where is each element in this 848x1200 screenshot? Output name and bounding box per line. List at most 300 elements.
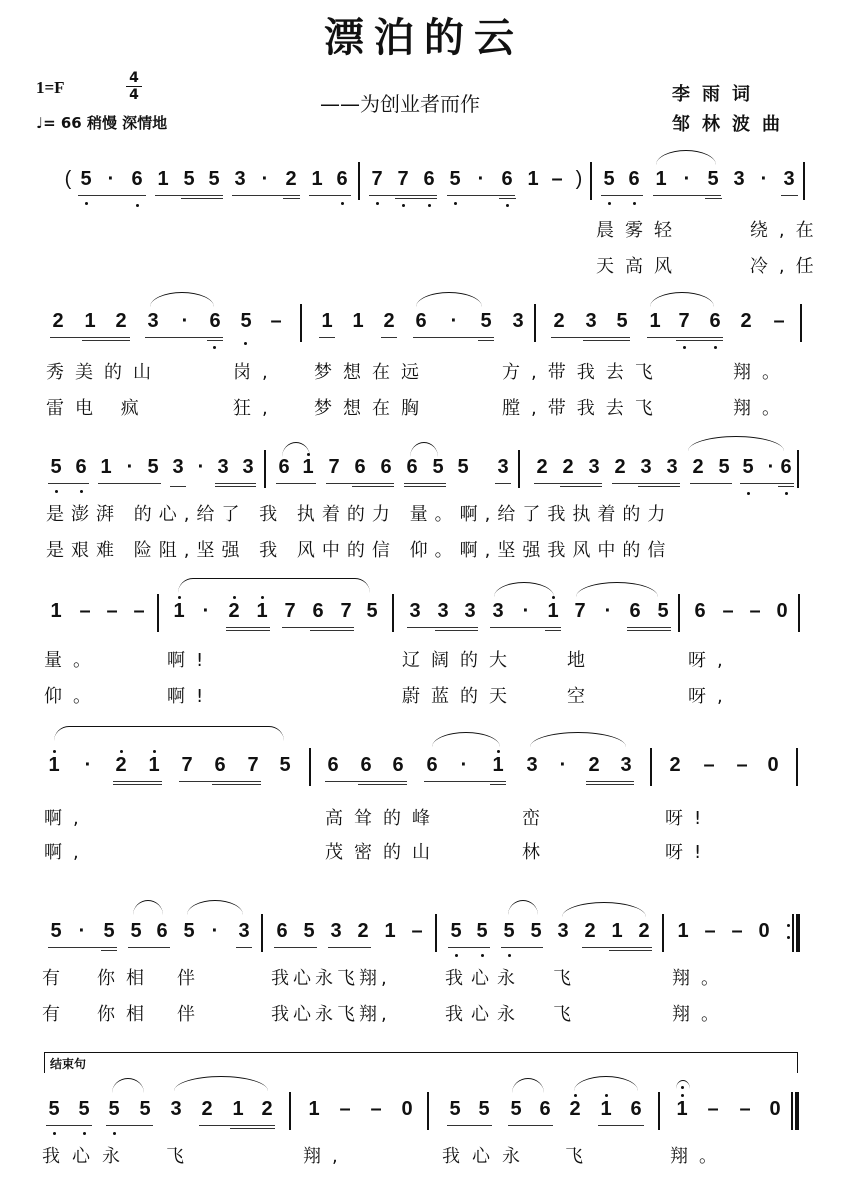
note: 7 — [371, 168, 383, 190]
low-octave-dot — [402, 204, 405, 207]
note: 1 — [352, 310, 364, 332]
dot: · — [559, 754, 567, 776]
underline — [447, 1125, 492, 1126]
note-high: 1 — [492, 754, 504, 776]
underline — [106, 1125, 153, 1126]
dot: · — [683, 168, 691, 190]
lyric-verse-1-e: 呀, — [688, 650, 734, 671]
note: 3 — [666, 456, 678, 478]
underline — [582, 947, 652, 948]
slur — [54, 726, 284, 741]
note: 6 — [415, 310, 427, 332]
barline — [803, 162, 805, 200]
underline — [601, 195, 643, 196]
lyric-verse-2-a: 有 — [42, 1004, 71, 1025]
note: 1 — [84, 310, 96, 332]
dash: – — [736, 754, 748, 776]
underline — [181, 198, 223, 199]
high-octave-dot — [681, 1094, 684, 1097]
lyric-verse-2-a: 仰。 — [44, 686, 102, 707]
note: 3 — [330, 920, 342, 942]
barline — [658, 1092, 660, 1130]
lyric-verse-1-a: 量。 — [44, 650, 102, 671]
lyric-verse-2-b: 茂密的山 — [325, 842, 441, 863]
note-high: 2 — [569, 1098, 581, 1120]
lyric-verse-2-a: 啊, — [44, 842, 90, 863]
repeat-dot — [787, 936, 790, 939]
underline — [490, 627, 561, 628]
underline — [310, 630, 354, 631]
note: 2 — [553, 310, 565, 332]
note: 1 — [677, 920, 689, 942]
note: 6 — [694, 600, 706, 622]
underline — [145, 337, 223, 338]
slur — [133, 900, 163, 915]
note: 2 — [115, 310, 127, 332]
dot: · — [760, 168, 768, 190]
underline — [98, 483, 161, 484]
barline — [800, 304, 802, 342]
barline — [358, 162, 360, 200]
barline — [797, 450, 799, 488]
barline — [289, 1092, 291, 1130]
underline — [647, 337, 723, 338]
lyric-verse-1-c: 梦想在远 — [314, 362, 430, 383]
note: 3 — [620, 754, 632, 776]
lyric-verse-2: 是艰难 险阻,坚强 我 风中的信 仰。啊,坚强我风中的信 — [46, 540, 673, 561]
note: 7 — [678, 310, 690, 332]
note-high: 2 — [115, 754, 127, 776]
slur — [508, 900, 538, 915]
underline — [274, 947, 317, 948]
dot: · — [767, 456, 775, 478]
time-signature-bottom: 4 — [129, 87, 139, 103]
underline — [232, 195, 300, 196]
note: 6 — [214, 754, 226, 776]
note: 2 — [638, 920, 650, 942]
note: 5 — [50, 920, 62, 942]
underline — [778, 486, 794, 487]
dash: – — [722, 600, 734, 622]
note: 2 — [562, 456, 574, 478]
subtitle: ——为创业者而作 — [320, 92, 480, 116]
underline — [282, 627, 354, 628]
lyric-verse-1-f: 飞 — [553, 968, 582, 989]
underline — [490, 784, 506, 785]
dash: – — [133, 600, 145, 622]
note: 2 — [740, 310, 752, 332]
note: 0 — [776, 600, 788, 622]
underline — [283, 198, 300, 199]
note: 6 — [630, 1098, 642, 1120]
note: 1 — [100, 456, 112, 478]
note: 1 — [527, 168, 539, 190]
dot: · — [604, 600, 612, 622]
underline — [413, 337, 494, 338]
note: 5 — [476, 920, 488, 942]
note: 5 — [50, 456, 62, 478]
lyricist-credit: 李雨词 — [672, 84, 762, 105]
high-octave-dot — [153, 750, 156, 753]
barline — [590, 162, 592, 200]
lyric-verse-2-e: 我心永 — [445, 1004, 523, 1025]
note: 5 — [432, 456, 444, 478]
note: 5 — [366, 600, 378, 622]
low-octave-dot — [508, 954, 511, 957]
underline — [407, 627, 478, 628]
note: 2 — [669, 754, 681, 776]
low-octave-dot — [747, 492, 750, 495]
underline — [586, 781, 634, 782]
slur — [512, 1078, 544, 1093]
lyric-verse-1-g: 翔。 — [672, 968, 730, 989]
lyric-verse-1-b: 啊! — [167, 650, 215, 671]
dot: · — [84, 754, 92, 776]
underline — [179, 781, 261, 782]
underline — [586, 784, 634, 785]
high-octave-dot — [233, 596, 236, 599]
note: 3 — [557, 920, 569, 942]
note: 6 — [539, 1098, 551, 1120]
underline — [199, 1125, 275, 1126]
slur — [410, 442, 438, 457]
dot: · — [107, 168, 115, 190]
lyric-verse-2-d: 膛,带我去飞 — [502, 398, 664, 419]
low-octave-dot — [376, 202, 379, 205]
repeat-dot — [787, 924, 790, 927]
paren-open: ( — [64, 168, 72, 190]
underline — [448, 947, 490, 948]
dash: – — [749, 600, 761, 622]
lyric-b: 飞 — [166, 1146, 195, 1167]
note-high: 1 — [600, 1098, 612, 1120]
barline — [392, 594, 394, 632]
lyric-verse-1-a: 啊, — [44, 808, 90, 829]
note: 5 — [139, 1098, 151, 1120]
note: 3 — [170, 1098, 182, 1120]
note: 6 — [75, 456, 87, 478]
lyric-verse-2-e: 翔。 — [733, 398, 791, 419]
lyric-verse-2-a: 雷电 疯 — [46, 398, 150, 419]
underline — [215, 486, 256, 487]
underline — [598, 1125, 644, 1126]
underline — [545, 630, 561, 631]
low-octave-dot — [341, 202, 344, 205]
note: 6 — [336, 168, 348, 190]
lyric-verse-1: 是澎湃 的心,给了 我 执着的力 量。啊,给了我执着的力 — [46, 504, 673, 525]
underline — [404, 486, 446, 487]
underline — [381, 337, 397, 338]
note-high: 2 — [228, 600, 240, 622]
underline — [508, 1125, 553, 1126]
note: 5 — [183, 168, 195, 190]
note: 2 — [201, 1098, 213, 1120]
lyric-a: 我心永 — [42, 1146, 132, 1167]
high-octave-dot — [178, 596, 181, 599]
note: 3 — [492, 600, 504, 622]
note: 2 — [285, 168, 297, 190]
slur — [688, 436, 784, 451]
note: 6 — [360, 754, 372, 776]
note: 2 — [357, 920, 369, 942]
underline — [46, 1125, 92, 1126]
dot: · — [211, 920, 219, 942]
dash: – — [270, 310, 282, 332]
underline — [113, 781, 162, 782]
note: 1 — [232, 1098, 244, 1120]
high-octave-dot — [53, 750, 56, 753]
note: 2 — [692, 456, 704, 478]
note: 6 — [327, 754, 339, 776]
dash: – — [731, 920, 743, 942]
note: 1 — [384, 920, 396, 942]
lyric-verse-1-d: 地 — [567, 650, 596, 671]
barline — [798, 594, 800, 632]
underline — [740, 483, 794, 484]
lyric-verse-1-e: 我心永 — [445, 968, 523, 989]
underline — [50, 337, 130, 338]
lyric-verse-1-b: 你相 — [97, 968, 155, 989]
underline — [583, 340, 630, 341]
note: 3 — [172, 456, 184, 478]
note: 5 — [48, 1098, 60, 1120]
note: 5 — [208, 168, 220, 190]
lyric-verse-2-e: 呀, — [688, 686, 734, 707]
underline — [478, 340, 494, 341]
note-high: 1 — [547, 600, 559, 622]
note: 0 — [401, 1098, 413, 1120]
lyric-verse-2-c: 梦想在胸 — [314, 398, 430, 419]
note: 6 — [209, 310, 221, 332]
underline — [705, 198, 722, 199]
dash: – — [704, 920, 716, 942]
lyric-verse-2-c: 伴 — [177, 1004, 206, 1025]
underline — [170, 486, 186, 487]
note: 0 — [767, 754, 779, 776]
note: 6 — [276, 920, 288, 942]
note: 3 — [783, 168, 795, 190]
underline — [78, 195, 146, 196]
dash: – — [79, 600, 91, 622]
note: 1 — [311, 168, 323, 190]
note-high: 1 — [173, 600, 185, 622]
note: 5 — [657, 600, 669, 622]
lyric-verse-2-b: 你相 — [97, 1004, 155, 1025]
note: 1 — [655, 168, 667, 190]
paren-close: ) — [575, 168, 583, 190]
underline — [627, 627, 671, 628]
dot: · — [522, 600, 530, 622]
notation-line — [0, 600, 848, 634]
dash: – — [339, 1098, 351, 1120]
lyric-verse-2-d: 空 — [567, 686, 596, 707]
barline — [678, 594, 680, 632]
underline — [230, 1128, 275, 1129]
dot: · — [261, 168, 269, 190]
low-octave-dot — [55, 490, 58, 493]
underline — [82, 340, 130, 341]
underline — [276, 483, 316, 484]
note-high: 1 — [48, 754, 60, 776]
note: 5 — [183, 920, 195, 942]
note: 6 — [709, 310, 721, 332]
lyric-verse-1-d: 我心永飞翔, — [271, 968, 391, 989]
slur — [416, 292, 482, 307]
slur — [178, 578, 370, 593]
dot: · — [450, 310, 458, 332]
underline — [676, 340, 723, 341]
underline — [226, 630, 270, 631]
barline — [534, 304, 536, 342]
high-octave-dot — [605, 1094, 608, 1097]
slur — [576, 582, 658, 597]
dot: · — [78, 920, 86, 942]
underline — [609, 950, 652, 951]
lyric-verse-2-f: 飞 — [553, 1004, 582, 1025]
underline — [395, 198, 437, 199]
lyric-verse-2-d: 我心永飞翔, — [271, 1004, 391, 1025]
high-octave-dot — [120, 750, 123, 753]
time-signature — [126, 70, 142, 103]
ending-label: 结束句 — [50, 1057, 87, 1071]
barline — [435, 914, 437, 952]
note: 2 — [261, 1098, 273, 1120]
note: 5 — [742, 456, 754, 478]
ending-bracket — [44, 1052, 798, 1073]
underline — [326, 483, 394, 484]
lyric-d: 我心永 — [442, 1146, 532, 1167]
note: 2 — [588, 754, 600, 776]
lyric-verse-1-a: 秀美的山 — [46, 362, 162, 383]
note: 6 — [354, 456, 366, 478]
note: 7 — [247, 754, 259, 776]
note: 1 — [157, 168, 169, 190]
underline — [534, 483, 602, 484]
lyric-verse-1-a: 有 — [42, 968, 71, 989]
slur — [562, 902, 646, 917]
dot: · — [460, 754, 468, 776]
note: 5 — [718, 456, 730, 478]
final-barline-thin — [791, 1092, 793, 1130]
slur — [112, 1078, 144, 1093]
dash: – — [739, 1098, 751, 1120]
note: 5 — [108, 1098, 120, 1120]
note: 6 — [278, 456, 290, 478]
note: 6 — [156, 920, 168, 942]
note: 3 — [437, 600, 449, 622]
note-high-fermata: 1 — [676, 1098, 688, 1120]
fermata-dot — [681, 1086, 684, 1089]
note: 6 — [501, 168, 513, 190]
note: 7 — [574, 600, 586, 622]
note: 5 — [303, 920, 315, 942]
underline — [215, 483, 256, 484]
underline — [435, 630, 478, 631]
note: 3 — [585, 310, 597, 332]
note: 7 — [181, 754, 193, 776]
slur — [282, 442, 310, 457]
note: 5 — [80, 168, 92, 190]
note: 1 — [611, 920, 623, 942]
note: 6 — [426, 754, 438, 776]
underline — [495, 483, 511, 484]
note: 7 — [284, 600, 296, 622]
note: 6 — [406, 456, 418, 478]
lyric-verse-1-c: 峦 — [522, 808, 551, 829]
lyric-verse-1: 晨雾轻 绕,在 — [596, 220, 825, 241]
note: 6 — [312, 600, 324, 622]
lyric-f: 翔。 — [670, 1146, 728, 1167]
note: 5 — [449, 1098, 461, 1120]
lyric-verse-2-b: 啊! — [167, 686, 215, 707]
barline — [261, 914, 263, 952]
note: 2 — [584, 920, 596, 942]
underline — [325, 781, 407, 782]
dot: · — [197, 456, 205, 478]
note-high: 1 — [148, 754, 160, 776]
note: 5 — [480, 310, 492, 332]
low-octave-dot — [454, 202, 457, 205]
note: 5 — [279, 754, 291, 776]
underline — [638, 486, 680, 487]
slur — [432, 732, 500, 747]
note: 1 — [321, 310, 333, 332]
repeat-barline-thin — [792, 914, 794, 952]
underline — [551, 337, 630, 338]
note: 5 — [503, 920, 515, 942]
note: 6 — [629, 600, 641, 622]
low-octave-dot — [714, 346, 717, 349]
underline — [781, 195, 798, 196]
slur — [494, 582, 554, 597]
note: 3 — [497, 456, 509, 478]
note: 1 — [649, 310, 661, 332]
slur — [574, 1076, 638, 1091]
high-octave-dot — [574, 1094, 577, 1097]
underline — [369, 195, 437, 196]
lyric-verse-2-c: 林 — [522, 842, 551, 863]
note: 5 — [240, 310, 252, 332]
low-octave-dot — [455, 954, 458, 957]
underline — [207, 340, 223, 341]
lyric-verse-2-b: 狂, — [233, 398, 279, 419]
lyric-verse-1-b: 岗, — [233, 362, 279, 383]
underline — [424, 781, 506, 782]
note: 5 — [147, 456, 159, 478]
underline — [690, 483, 732, 484]
underline — [358, 784, 407, 785]
lyric-verse-2-d: 呀! — [665, 842, 713, 863]
dash: – — [411, 920, 423, 942]
low-octave-dot — [506, 204, 509, 207]
underline — [653, 195, 721, 196]
note: 5 — [103, 920, 115, 942]
note: 3 — [512, 310, 524, 332]
underline — [212, 784, 261, 785]
note: 7 — [340, 600, 352, 622]
high-octave-dot — [261, 596, 264, 599]
lyric-verse-1-d: 呀! — [665, 808, 713, 829]
note-high: 1 — [256, 600, 268, 622]
low-octave-dot — [633, 202, 636, 205]
underline — [447, 195, 515, 196]
underline — [501, 947, 543, 948]
note: 3 — [640, 456, 652, 478]
underline — [48, 483, 89, 484]
dash: – — [370, 1098, 382, 1120]
note: 5 — [707, 168, 719, 190]
note: 6 — [780, 456, 792, 478]
